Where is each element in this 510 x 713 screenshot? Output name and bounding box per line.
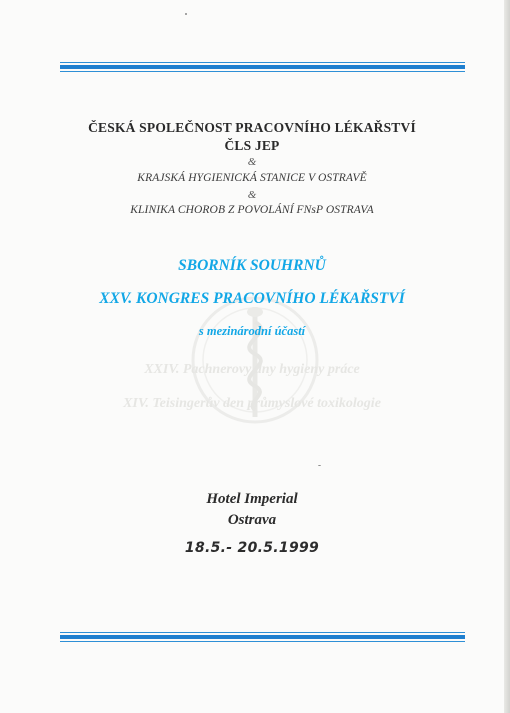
proceedings-title: SBORNÍK SOUHRNŮ [178, 257, 326, 274]
ampersand-1: & [247, 156, 257, 168]
congress-title: XXV. KONGRES PRACOVNÍHO LÉKAŘSTVÍ [99, 290, 405, 307]
organizer-line-3: KRAJSKÁ HYGIENICKÁ STANICE V OSTRAVĚ [137, 172, 367, 184]
paper-speck [185, 13, 187, 15]
event-dates: 18.5.- 20.5.1999 [184, 540, 320, 556]
page-edge [504, 0, 510, 713]
hotel-name: Hotel Imperial [206, 491, 298, 507]
bottom-rule [60, 632, 465, 642]
organizer-line-2: ČLS JEP [224, 138, 280, 153]
faint-line-2: XIV. Teisingerův den průmyslové toxikologie [123, 396, 381, 411]
ampersand-2: & [247, 189, 257, 201]
faint-line-1: XXIV. Pachnerovy dny hygieny práce [144, 362, 360, 377]
organizer-line-1: ČESKÁ SPOLEČNOST PRACOVNÍHO LÉKAŘSTVÍ [88, 120, 416, 135]
international-subtitle: s mezinárodní účastí [198, 324, 306, 338]
city-name: Ostrava [227, 512, 277, 528]
organizer-line-4: KLINIKA CHOROB Z POVOLÁNÍ FNsP OSTRAVA [130, 204, 374, 216]
top-rule [60, 62, 465, 72]
paper-speck [318, 465, 321, 466]
